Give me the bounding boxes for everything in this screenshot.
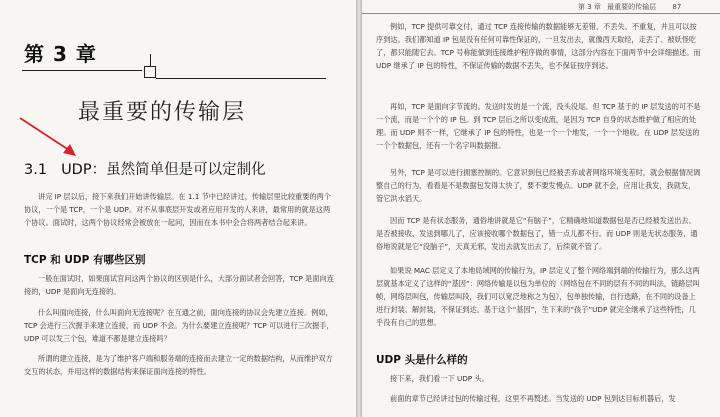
arrow-shaft (20, 118, 72, 152)
right-paragraph-3: 另外，TCP 是可以进行拥塞控制的。它意识到包已经被丢弃或者网络环境变差时，就会根据情况调整自己的行为，看看是不是数据包发得太快了，要不要发慢点。UDP 就不会，应用让我发，我就发，管它洪水滔天。 (376, 168, 701, 203)
arrow-head (63, 144, 76, 156)
section-number: 3.1 (24, 162, 48, 178)
right-paragraph-7: 前面的章节已经讲过包的传输过程，这里不再赘述。当发送的 UDP 包到达目标机器后，发 (390, 394, 676, 403)
right-paragraph-1: 例如，TCP 提供可靠交付，通过 TCP 连接传输的数据能够无差错、不丢失、不重复，并且可以按序到达。我们都知道 IP 包是没有任何可靠性保证的，一旦发出去，就像西天取经，走丢了、被妖怪吃了，都只能随它去。TCP 号称能做到连接维护程序做的事情，这部分内容在下面两节中会详细描述。而 UDP 继承了 IP 包的特性，不保证传输的数据不丢失，也不保证按序到达。 (376, 22, 701, 70)
header-rule (362, 13, 720, 14)
chapter-label: 第 3 章 (24, 42, 97, 66)
left-page (0, 0, 356, 417)
right-paragraph-5: 如果说 MAC 层定义了本地局域网的传输行为，IP 层定义了整个网络端到端的传输行为，那么这两层就基本定义了这样的“基因”：网络传输是以包为单位的（网络包在不同的层有不同的叫法，链路层叫帧，网络层叫包，传输层叫段，我们可以宽泛地称之为包），包单独传输，自行选路，在不同的设备上进行封装、解封装，不保证到达。基于这个“基因”，生下来的“孩子”UDP 就完全继承了这些特性，几乎没有自己的思想。 (376, 266, 700, 327)
right-paragraph-4: 因而 TCP 是有状态服务，通俗地讲就是它“有脑子”，它精确地知道数据包是否已经被发送出去、是否被接收、发送到哪儿了，应该接收哪个数据包了，错一点儿都不行。而 UDP 则是无状态服务，通俗地说就是它“没脑子”，天真无邪，发出去就发出去了，后续就不管了。 (376, 216, 698, 251)
header-chapter: 第 3 章 (578, 3, 601, 11)
chapter-rule-lower (156, 78, 326, 79)
left-subheading: TCP 和 UDP 有哪些区别 (24, 254, 146, 266)
chapter-rule-square (144, 66, 156, 78)
left-paragraph-2: 一般在面试时，如果面试官问这两个协议的区别是什么，大部分面试者会回答，TCP 是面向连接的，UDP 是面向无连接的。 (24, 274, 334, 296)
right-page (362, 0, 720, 417)
page-number: 87 (672, 3, 682, 11)
section-heading (24, 158, 266, 179)
section-title: UDP：虽然简单但是可以定制化 (61, 162, 266, 178)
left-paragraph-3: 什么叫面向连接，什么叫面向无连接呢？在互通之前，面向连接的协议会先建立连接。例如，TCP 会进行三次握手来建立连接，而 UDP 不会。为什么要建立连接呢？TCP 可以进行三次握手，UDP 可以发三个包，难道不都是建立连接吗？ (24, 308, 334, 343)
running-header (578, 2, 681, 12)
header-title: 最重要的传输层 (607, 3, 657, 11)
right-subheading: UDP 头是什么样的 (376, 354, 468, 366)
chapter-title: 最重要的传输层 (78, 100, 247, 125)
right-paragraph-2: 再如，TCP 是面向字节流的。发送时发的是一个流，没头没尾。但 TCP 基于的 IP 层发送的可不是一个流，而是一个个的 IP 包。到 TCP 层后之所以变成流，是因为 TCP 自身的状态维护做了相应的处理。而 UDP 则不一样，它继承了 IP 包的特性，也是一个一个地发，一个一个地收。在 UDP 层发送的一个个数据包，还有一个名字叫数据报。 (376, 102, 701, 150)
right-paragraph-6: 接下来，我们看一下 UDP 头。 (390, 374, 489, 383)
left-paragraph-4: 所谓的建立连接，是为了维护客户端和服务端的连接而去建立一定的数据结构，从而维护双方交互的状态，并用这样的数据结构来保证面向连接的特性。 (24, 354, 333, 376)
red-arrow-icon (0, 0, 120, 170)
left-paragraph-1: 讲完 IP 层以后，接下来我们开始讲传输层。在 1.1 节中已经讲过，传输层里比较重要的两个协议，一个是 TCP，一个是 UDP。对不从事底层开发或者应用开发的人来讲，最常用的就是这两个协议。面试时，这两个协议经常会被放在一起问，因而在本书中会合将两者结合起来讲。 (24, 192, 331, 227)
